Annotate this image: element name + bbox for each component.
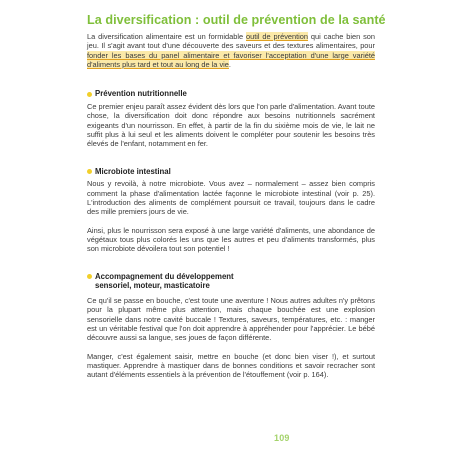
highlighted-phrase: outil de prévention	[245, 32, 309, 41]
section-heading-text: Microbiote intestinal	[95, 166, 171, 176]
bullet-dot-icon	[87, 92, 92, 97]
section-heading-text: sensoriel, moteur, masticatoire	[95, 281, 210, 291]
section-heading	[87, 167, 375, 177]
section-heading-lines	[95, 272, 234, 291]
bullet-dot-icon	[87, 169, 92, 174]
intro-text: La diversification alimentaire est un formidable	[87, 32, 246, 41]
section-paragraph: Nous y revoilà, à notre microbiote. Vous avez – normalement – assez bien compris comment la phase d'alimentation lactée façonne le microbiote intestinal (voir p. 25). L'introduction des aliments de complément poursuit ce travail, toujours dans le cadre des mille premiers jours de vie.	[87, 179, 375, 217]
section-paragraph: Ce qu'il se passe en bouche, c'est toute une aventure ! Nous autres adultes n'y prêtons pour la plupart même plus attention, mais chaque bouchée est une explosion sensorielle dans notre cavité buccale ! Textures, saveurs, températures, etc. : manger est un véritable festival que l'on doit apprendre à appréhender pour l'apprécier. Le bébé découvre aussi sa langue, ses joues de façon différente.	[87, 295, 375, 343]
section-heading	[87, 272, 375, 291]
section-heading-text: Prévention nutritionnelle	[95, 89, 187, 99]
section-heading-text: Accompagnement du développement	[95, 271, 234, 281]
intro-paragraph	[87, 32, 375, 69]
section-heading	[87, 89, 375, 99]
intro-text: .	[228, 60, 231, 70]
section-paragraph: Manger, c'est également saisir, mettre en bouche (et donc bien viser !), et surtout mastiquer. Apprendre à mastiquer dans de bonnes conditions et savoir recracher sont autant d'éléments essentiels à la prévention de l'étouffement (voir p. 164).	[87, 351, 375, 380]
section-paragraph: Ainsi, plus le nourrisson sera exposé à une large variété d'aliments, une abondance de végétaux tous plus colorés les uns que les autres et peu d'aliments transformés, plus son microbiote dévoilera tout son potentiel !	[87, 225, 375, 254]
book-page	[87, 12, 386, 462]
intro-text: qui cache bien son jeu. Il s'agit avant tout d'une découverte des saveurs et des textures alimentaires, pour	[87, 32, 375, 51]
page-title: La diversification : outil de prévention de la santé	[87, 13, 386, 27]
section-paragraph: Ce premier enjeu paraît assez évident dès lors que l'on parle d'alimentation. Avant toute chose, la diversification doit donc répondre aux besoins nutritionnels sacrément exigeants d'un nourrisson. En effet, à partir de la fin du sixième mois de vie, le lait ne suffit plus à lui seul et les aliments doivent le compléter pour soutenir les besoins très élevés de l'enfant, notamment en fer.	[87, 101, 375, 149]
bullet-dot-icon	[87, 274, 92, 279]
page-number: 109	[274, 433, 290, 443]
highlighted-phrase: fonder les bases du panel alimentaire et favoriser l'acceptation d'une large variété d'aliments plus tard et tout au long de la vie	[87, 50, 375, 70]
